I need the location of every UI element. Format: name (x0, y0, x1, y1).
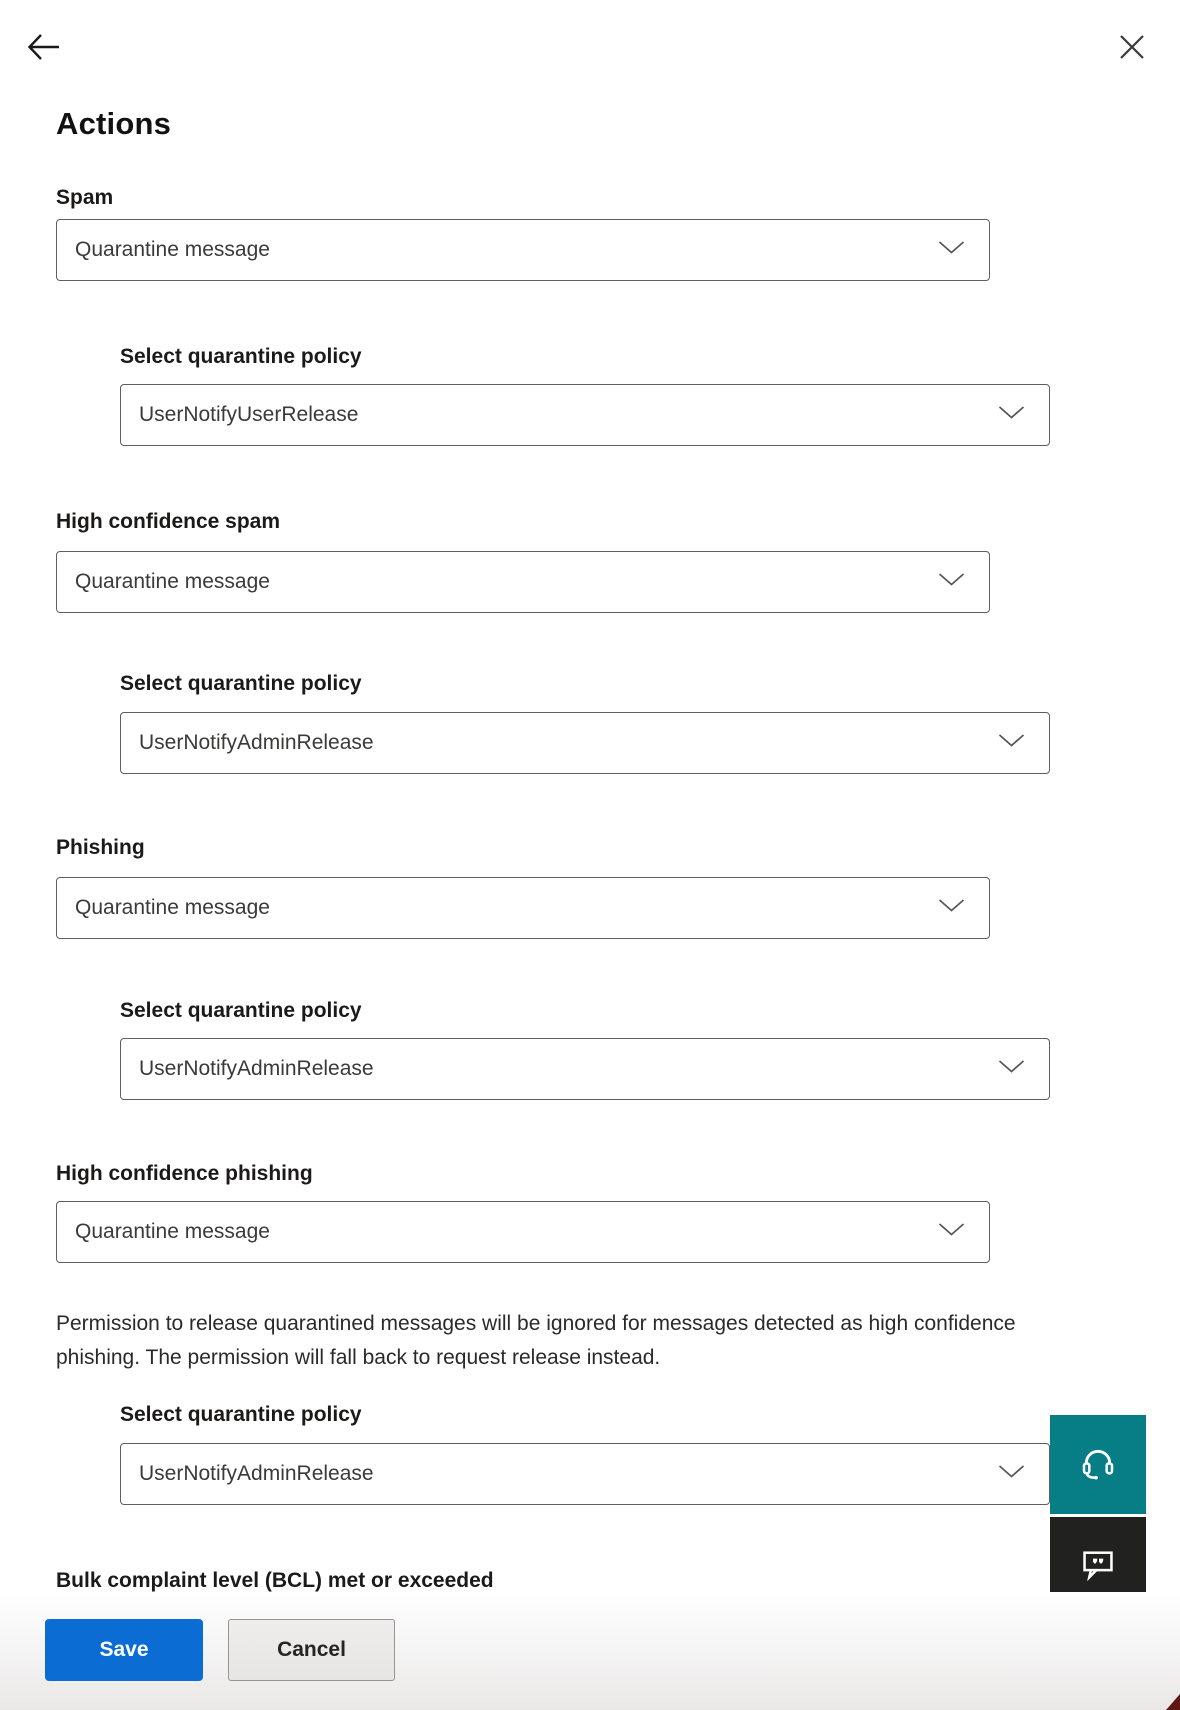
select-quarantine-policy-label: Select quarantine policy (120, 1403, 362, 1426)
phishing-label: Phishing (56, 836, 145, 859)
phishing-action-dropdown[interactable] (56, 877, 990, 939)
spam-action-dropdown[interactable] (56, 219, 990, 281)
page-title: Actions (56, 106, 172, 141)
spam-quarantine-policy-field (0, 345, 1180, 446)
hcs-quarantine-policy-value: UserNotifyAdminRelease (139, 731, 374, 754)
spam-quarantine-policy-dropdown[interactable] (120, 384, 1050, 446)
cancel-button[interactable]: Cancel (228, 1619, 395, 1681)
chevron-down-icon (998, 406, 1025, 425)
help-button[interactable] (1050, 1415, 1146, 1514)
hcp-quarantine-policy-dropdown[interactable] (120, 1443, 1050, 1505)
footer-bar (0, 1592, 1180, 1710)
phishing-quarantine-policy-value: UserNotifyAdminRelease (139, 1057, 374, 1080)
hcs-quarantine-policy-dropdown[interactable] (120, 712, 1050, 774)
chevron-down-icon (998, 734, 1025, 753)
high-confidence-phishing-note: Permission to release quarantined messages will be ignored for messages detected as high confidence phishing. The permission will fall back to request release instead. (56, 1312, 1016, 1369)
chevron-down-icon (998, 1060, 1025, 1079)
hcp-quarantine-policy-value: UserNotifyAdminRelease (139, 1462, 374, 1485)
bulk-complaint-level-label: Bulk complaint level (BCL) met or exceeded (56, 1569, 494, 1592)
phishing-quarantine-policy-dropdown[interactable] (120, 1038, 1050, 1100)
high-confidence-phishing-label: High confidence phishing (56, 1162, 313, 1185)
select-quarantine-policy-label: Select quarantine policy (120, 999, 362, 1022)
spam-field (0, 186, 1180, 281)
arrow-left-icon (26, 31, 62, 66)
high-confidence-phishing-action-value: Quarantine message (75, 1220, 270, 1243)
spam-label: Spam (56, 186, 114, 209)
phishing-action-value: Quarantine message (75, 896, 270, 919)
cursor-artifact (1166, 1694, 1180, 1710)
high-confidence-phishing-action-dropdown[interactable] (56, 1201, 990, 1263)
high-confidence-phishing-field (0, 1162, 1180, 1263)
select-quarantine-policy-label: Select quarantine policy (120, 345, 362, 368)
chevron-down-icon (998, 1465, 1025, 1484)
hcp-quarantine-policy-field (0, 1403, 1180, 1505)
phishing-field (0, 836, 1180, 939)
high-confidence-spam-label: High confidence spam (56, 510, 281, 533)
chevron-down-icon (938, 241, 965, 260)
close-icon (1118, 33, 1146, 64)
phishing-quarantine-policy-field (0, 999, 1180, 1100)
chevron-down-icon (938, 573, 965, 592)
high-confidence-spam-field (0, 510, 1180, 613)
back-button[interactable] (24, 28, 64, 68)
spam-action-value: Quarantine message (75, 238, 270, 261)
save-button[interactable]: Save (45, 1619, 203, 1681)
high-confidence-spam-action-dropdown[interactable] (56, 551, 990, 613)
chevron-down-icon (938, 1223, 965, 1242)
chat-feedback-icon (1079, 1544, 1117, 1585)
select-quarantine-policy-label: Select quarantine policy (120, 672, 362, 695)
chevron-down-icon (938, 899, 965, 918)
spam-quarantine-policy-value: UserNotifyUserRelease (139, 403, 359, 426)
headset-icon (1078, 1443, 1118, 1486)
hcs-quarantine-policy-field (0, 672, 1180, 774)
high-confidence-spam-action-value: Quarantine message (75, 570, 270, 593)
close-button[interactable] (1112, 28, 1152, 68)
